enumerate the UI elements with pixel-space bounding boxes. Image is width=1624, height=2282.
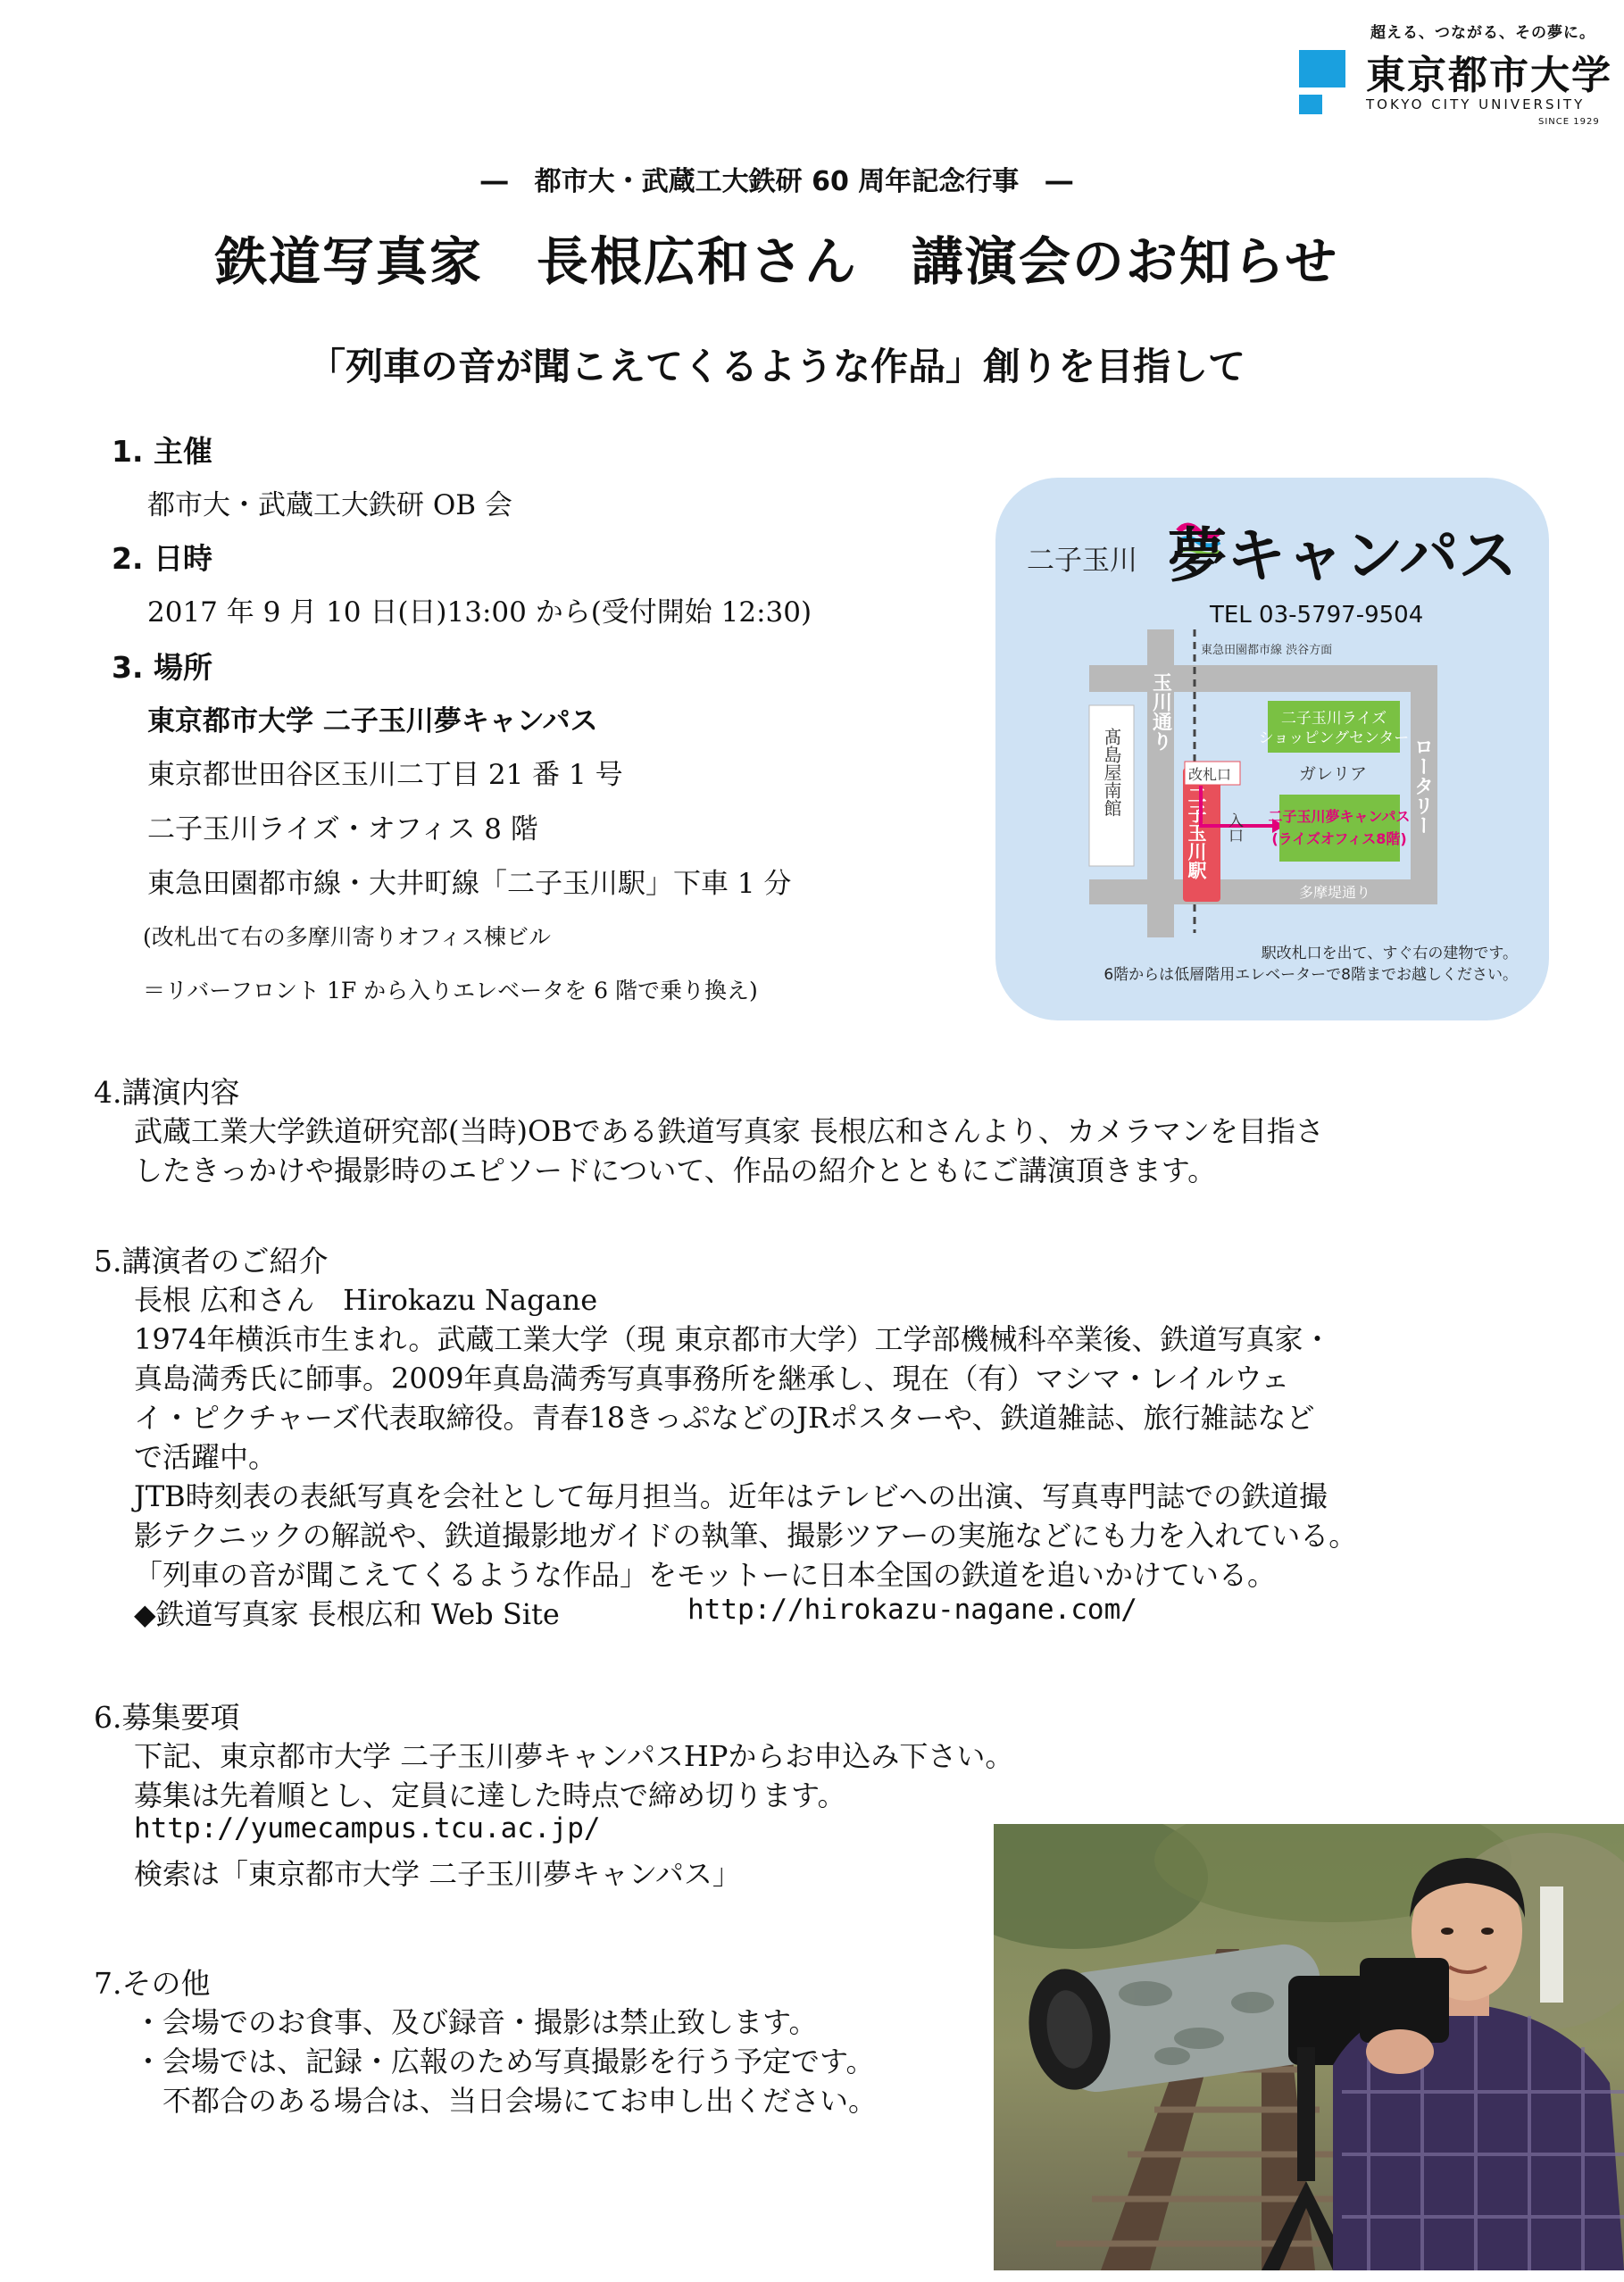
map-rotary: ロータリー xyxy=(1411,737,1434,835)
lecture-line-1: 武蔵工業大学鉄道研究部(当時)OBである鉄道写真家 長根広和さんより、カメラマンを目指さ xyxy=(134,1114,1324,1148)
map-galleria: ガレリア xyxy=(1299,764,1368,784)
map-tel: TEL 03-5797-9504 xyxy=(1210,602,1424,629)
organizer-text: 都市大・武蔵工大鉄研 OB 会 xyxy=(147,489,512,521)
venue-note-1: (改札出て右の多摩川寄りオフィス棟ビル xyxy=(143,924,552,950)
speaker-bio-line-1: 1974年横浜市生まれ。武蔵工業大学（現 東京都市大学）工学部機械科卒業後、鉄道写真家・ xyxy=(134,1322,1332,1356)
application-search-hint: 検索は「東京都市大学 二子玉川夢キャンパス」 xyxy=(134,1857,741,1891)
map-rise-shopping-2: ショッピングセンター xyxy=(1258,729,1410,747)
speaker-name: 長根 広和さん Hirokazu Nagane xyxy=(134,1283,598,1317)
map-station: 二子玉川駅 xyxy=(1186,786,1207,879)
speaker-bio-line-3: イ・ピクチャーズ代表取締役。青春18きっぷなどのJRポスターや、鉄道雑誌、旅行雑誌など xyxy=(134,1401,1315,1435)
other-line-3: 不都合のある場合は、当日会場にてお申し出ください。 xyxy=(134,2084,878,2118)
section-application-heading: 6.募集要項 xyxy=(94,1700,240,1735)
application-line-1: 下記、東京都市大学 二子玉川夢キャンパスHPからお申込み下さい。 xyxy=(134,1739,1014,1773)
map-place-prefix: 二子玉川 xyxy=(1027,545,1137,577)
section-datetime-heading: 2. 日時 xyxy=(112,541,212,576)
map-entrance: 入口 xyxy=(1225,812,1243,843)
section-other-heading: 7.その他 xyxy=(94,1966,211,2001)
venue-note-2: ＝リバーフロント 1F から入りエレベータを 6 階で乗り換え) xyxy=(143,978,758,1004)
section-organizer-heading: 1. 主催 xyxy=(112,434,212,469)
venue-building: 二子玉川ライズ・オフィス 8 階 xyxy=(147,813,538,845)
speaker-bio-line-4: で活躍中。 xyxy=(134,1440,278,1474)
venue-name: 東京都市大学 二子玉川夢キャンパス xyxy=(147,705,598,737)
speaker-website-label: ◆鉄道写真家 長根広和 Web Site xyxy=(134,1597,560,1631)
logo-english: TOKYO CITY UNIVERSITY xyxy=(1366,96,1586,112)
logo-name: 東京都市大学 xyxy=(1366,53,1612,98)
section-lecture-heading: 4.講演内容 xyxy=(94,1075,240,1110)
page-subtitle: 「列車の音が聞こえてくるような作品」創りを目指して xyxy=(307,345,1245,388)
logo-tagline: 超える、つながる、その夢に。 xyxy=(1370,24,1595,42)
map-rail-label: 東急田園都市線 渋谷方面 xyxy=(1201,644,1333,657)
section-venue-heading: 3. 場所 xyxy=(112,650,212,685)
map-graphic xyxy=(995,478,1549,1020)
section-speaker-heading: 5.講演者のご紹介 xyxy=(94,1244,329,1278)
speaker-website-link[interactable]: http://hirokazu-nagane.com/ xyxy=(687,1594,1137,1626)
speaker-bio-line-6: 影テクニックの解説や、鉄道撮影地ガイドの執筆、撮影ツアーの実施などにも力を入れている。 xyxy=(134,1519,1358,1553)
map-gate: 改札口 xyxy=(1188,766,1232,783)
speaker-bio-line-5: JTB時刻表の表紙写真を会社として毎月担当。近年はテレビへの出演、写真専門誌での鉄道撮 xyxy=(134,1479,1328,1513)
datetime-text: 2017 年 9 月 10 日(日)13:00 から(受付開始 12:30) xyxy=(147,596,812,629)
logo-since: SINCE 1929 xyxy=(1538,117,1600,127)
map-note-2: 6階からは低層階用エレベーターで8階までお越しください。 xyxy=(1103,966,1518,984)
application-line-2: 募集は先着順とし、定員に達した時点で締め切ります。 xyxy=(134,1778,846,1812)
logo-mark-small xyxy=(1299,95,1322,114)
speaker-photo xyxy=(994,1824,1624,2270)
event-kicker: ― 都市大・武蔵工大鉄研 60 周年記念行事 ― xyxy=(480,166,1073,197)
other-line-2: ・会場では、記録・広報のため写真撮影を行う予定です。 xyxy=(134,2045,875,2078)
speaker-bio-line-2: 真島満秀氏に師事。2009年真島満秀写真事務所を継承し、現在（有）マシマ・レイルウェ xyxy=(134,1362,1290,1395)
venue-access: 東急田園都市線・大井町線「二子玉川駅」下車 1 分 xyxy=(147,868,792,900)
photographer-image xyxy=(994,1824,1624,2270)
map-yume-label-2: (ライズオフィス8階) xyxy=(1271,830,1407,847)
application-url-link[interactable]: http://yumecampus.tcu.ac.jp/ xyxy=(134,1812,601,1845)
map-brand: 夢キャンパス xyxy=(1168,521,1518,590)
page-title: 鉄道写真家 長根広和さん 講演会のお知らせ xyxy=(214,231,1339,292)
map-street-tamagawa: 玉川通り xyxy=(1149,672,1172,751)
map-tamazutsumi: 多摩堤通り xyxy=(1298,884,1371,901)
other-line-1: ・会場でのお食事、及び録音・撮影は禁止致します。 xyxy=(134,2005,818,2039)
map-takashimaya: 髙島屋南館 xyxy=(1101,728,1122,817)
venue-address: 東京都世田谷区玉川二丁目 21 番 1 号 xyxy=(147,759,623,791)
venue-map xyxy=(995,478,1549,1020)
map-rise-shopping-1: 二子玉川ライズ xyxy=(1280,710,1387,728)
map-note-1: 駅改札口を出て、すぐ右の建物です。 xyxy=(1261,945,1518,962)
lecture-line-2: したきっかけや撮影時のエピソードについて、作品の紹介とともにご講演頂きます。 xyxy=(134,1153,1217,1187)
map-yume-label-1: 二子玉川夢キャンパス xyxy=(1268,808,1411,825)
speaker-bio-line-7: 「列車の音が聞こえてくるような作品」をモットーに日本全国の鉄道を追いかけている。 xyxy=(134,1558,1277,1592)
logo-mark-large xyxy=(1299,50,1345,87)
